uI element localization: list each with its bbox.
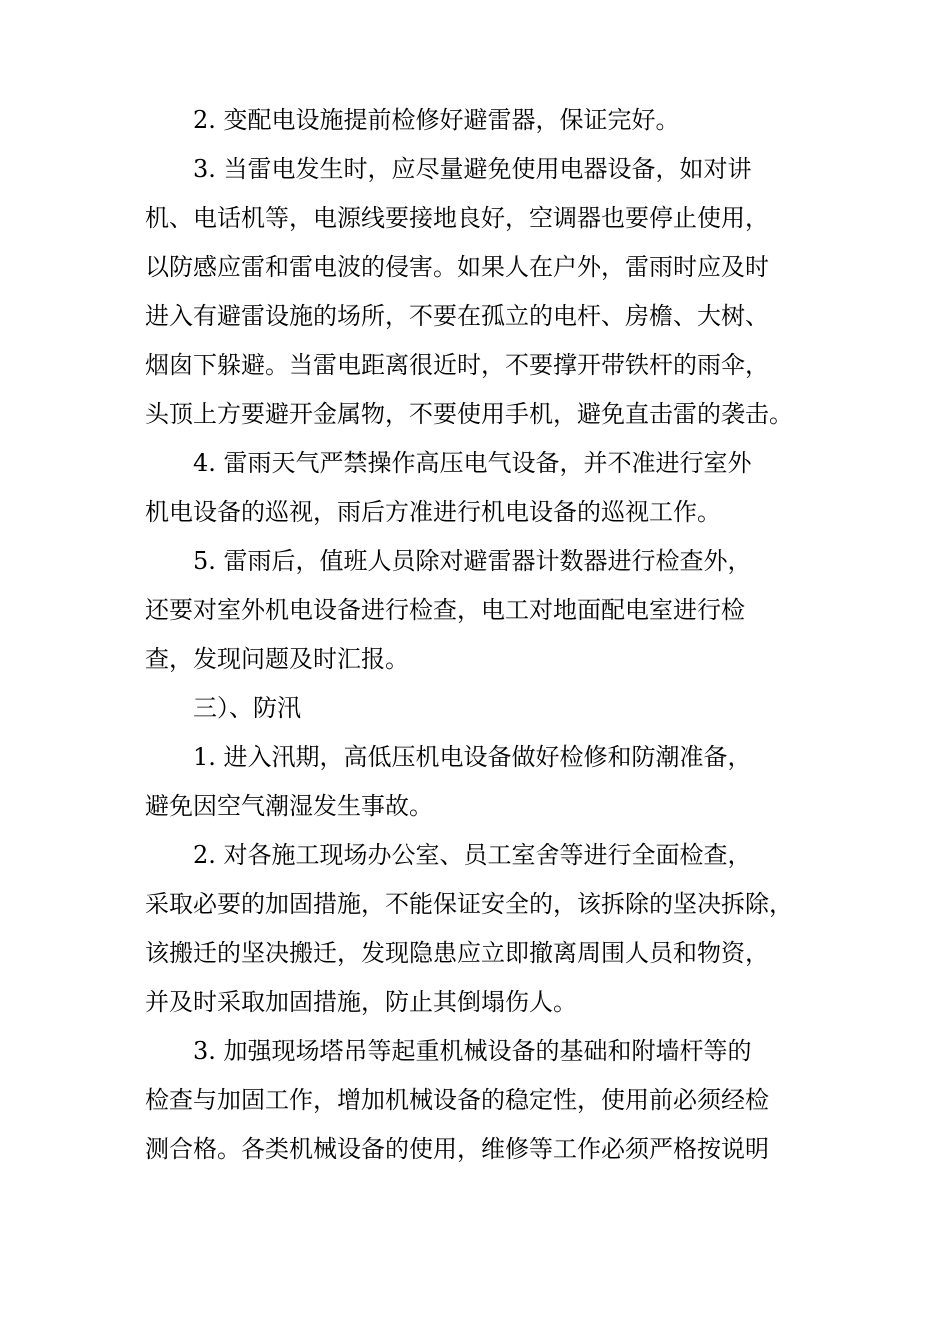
paragraph-line: 3. 当雷电发生时，应尽量避免使用电器设备，如对讲 [193, 155, 752, 183]
paragraph-line: 5. 雷雨后，值班人员除对避雷器计数器进行检查外， [193, 547, 752, 575]
paragraph-line: 以防感应雷和雷电波的侵害。如果人在户外，雷雨时应及时 [145, 253, 769, 281]
paragraph-line: 查，发现问题及时汇报。 [145, 645, 409, 673]
paragraph-line: 测合格。各类机械设备的使用，维修等工作必须严格按说明 [145, 1135, 769, 1163]
paragraph-line: 4. 雷雨天气严禁操作高压电气设备，并不准进行室外 [193, 449, 752, 477]
paragraph-line: 检查与加固工作，增加机械设备的稳定性，使用前必须经检 [145, 1086, 769, 1114]
document-body [145, 96, 810, 1174]
paragraph-line: 进入有避雷设施的场所，不要在孤立的电杆、房檐、大树、 [145, 302, 769, 330]
paragraph-line: 2. 变配电设施提前检修好避雷器，保证完好。 [193, 106, 680, 134]
paragraph-line: 2. 对各施工现场办公室、员工室舍等进行全面检查， [193, 841, 752, 869]
paragraph-line: 烟囱下躲避。当雷电距离很近时，不要撑开带铁杆的雨伞， [145, 351, 769, 379]
paragraph-line: 避免因空气潮湿发生事故。 [145, 792, 433, 820]
paragraph-line: 采取必要的加固措施，不能保证安全的，该拆除的坚决拆除， [145, 890, 793, 918]
paragraph-line: 1. 进入汛期，高低压机电设备做好检修和防潮准备， [193, 743, 752, 771]
paragraph-line: 机电设备的巡视，雨后方准进行机电设备的巡视工作。 [145, 498, 721, 526]
paragraph-line: 并及时采取加固措施，防止其倒塌伤人。 [145, 988, 577, 1016]
paragraph-line: 3. 加强现场塔吊等起重机械设备的基础和附墙杆等的 [193, 1037, 752, 1065]
paragraph-line: 头顶上方要避开金属物，不要使用手机，避免直击雷的袭击。 [145, 400, 793, 428]
section-heading: 三）、防汛 [193, 694, 301, 722]
paragraph-line: 该搬迁的坚决搬迁，发现隐患应立即撤离周围人员和物资， [145, 939, 769, 967]
paragraph-line: 还要对室外机电设备进行检查，电工对地面配电室进行检 [145, 596, 745, 624]
paragraph-line: 机、电话机等，电源线要接地良好，空调器也要停止使用， [145, 204, 769, 232]
